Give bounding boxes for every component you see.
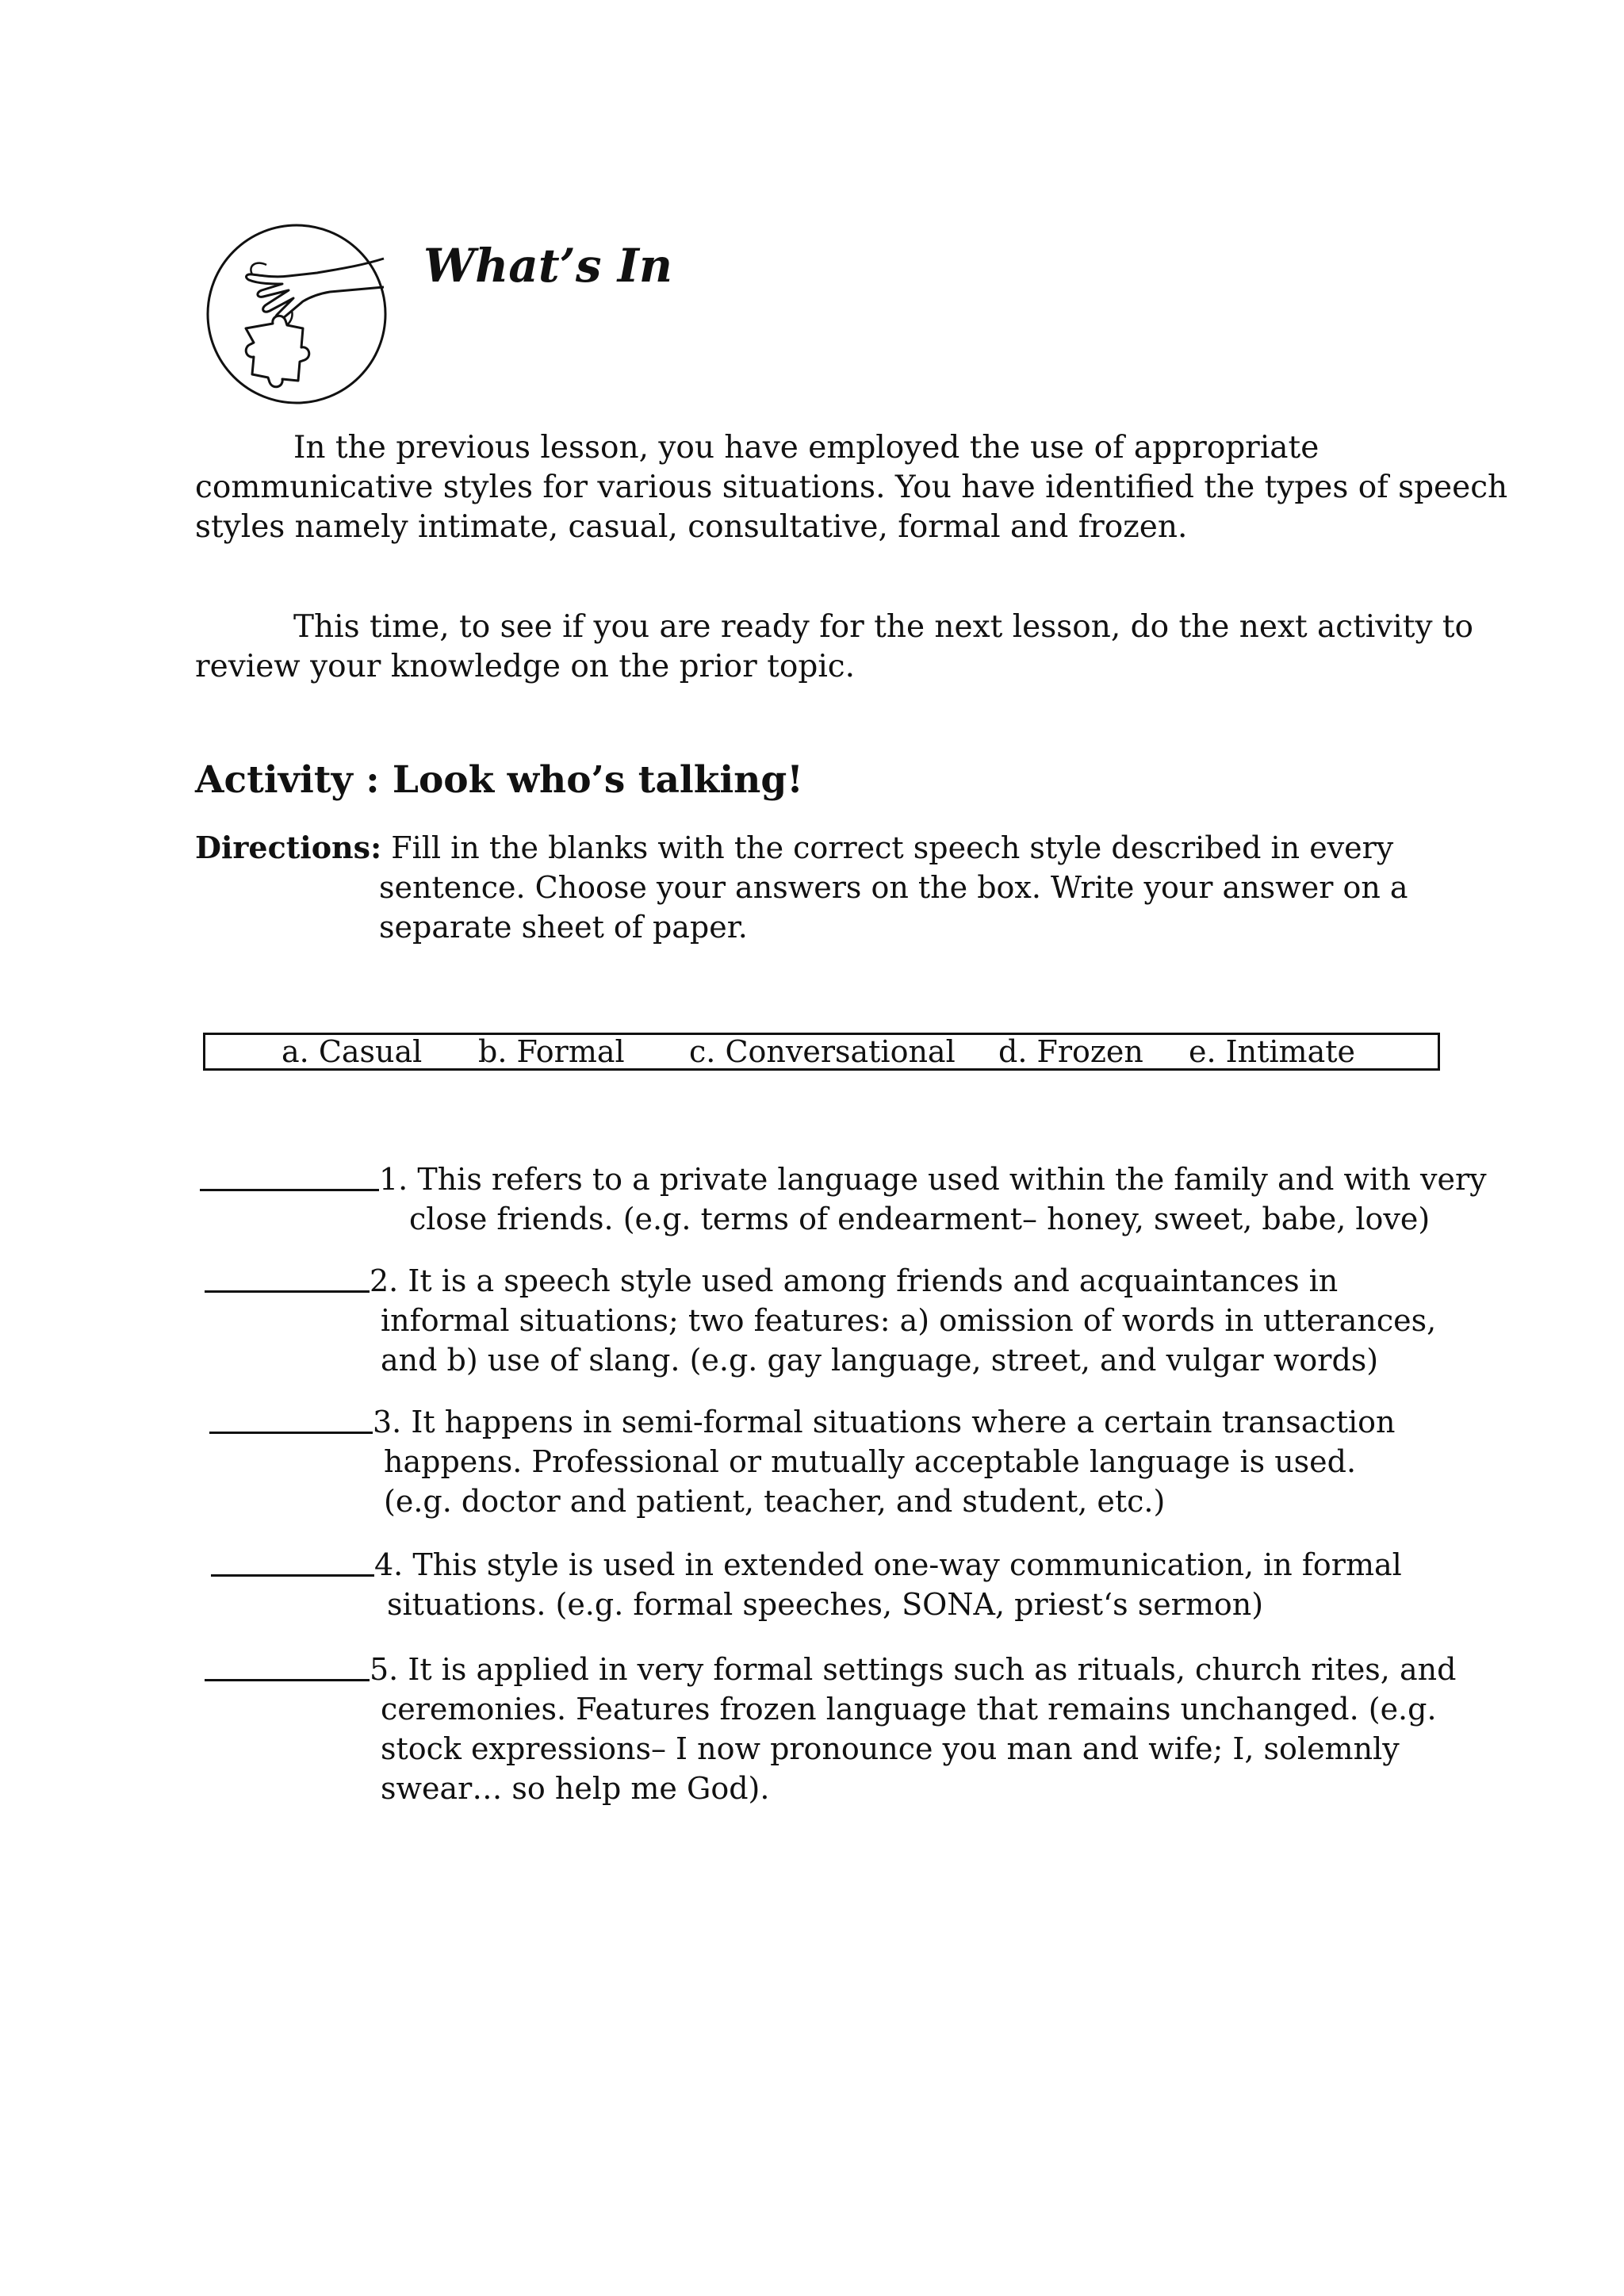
question-line: (e.g. doctor and patient, teacher, and student, etc.) xyxy=(384,1484,1166,1519)
directions-line: separate sheet of paper. xyxy=(379,910,748,945)
question-line: It happens in semi-formal situations where a certain transaction xyxy=(411,1405,1396,1439)
question-line: This refers to a private language used within the family and with very xyxy=(417,1162,1487,1197)
review-paragraph xyxy=(195,608,1474,687)
question-item xyxy=(195,1402,1440,1521)
answer-blank xyxy=(205,1263,370,1293)
question-number: 3. xyxy=(373,1405,402,1439)
intro-paragraph xyxy=(195,428,1508,547)
choice-intimate: e. Intimate xyxy=(1189,1034,1356,1069)
question-item xyxy=(195,1545,1440,1624)
page-title: What’s In xyxy=(423,239,673,293)
question-line: and b) use of slang. (e.g. gay language, street, and vulgar words) xyxy=(381,1343,1379,1378)
answer-blank xyxy=(205,1652,370,1681)
question-item xyxy=(195,1261,1440,1380)
question-number: 5. xyxy=(370,1652,399,1687)
choice-conversational: c. Conversational xyxy=(689,1034,956,1069)
review-line: This time, to see if you are ready for the next lesson, do the next activity to xyxy=(293,609,1474,645)
review-line: review your knowledge on the prior topic. xyxy=(195,649,856,684)
directions-line: sentence. Choose your answers on the box. Write your answer on a xyxy=(379,870,1408,905)
intro-line: communicative styles for various situations. You have identified the types of speech xyxy=(195,470,1508,505)
intro-line: styles namely intimate, casual, consultative, formal and frozen. xyxy=(195,509,1188,545)
question-line: happens. Professional or mutually acceptable language is used. xyxy=(384,1444,1357,1479)
question-line: ceremonies. Features frozen language that remains unchanged. (e.g. xyxy=(381,1692,1437,1727)
question-line: stock expressions– I now pronounce you man and wife; I, solemnly xyxy=(381,1731,1400,1766)
question-line: This style is used in extended one-way communication, in formal xyxy=(412,1547,1402,1582)
directions xyxy=(195,828,1432,947)
directions-label: Directions: xyxy=(195,830,382,865)
question-line: It is a speech style used among friends and acquaintances in xyxy=(408,1263,1339,1298)
question-number: 1. xyxy=(379,1162,408,1197)
question-number: 4. xyxy=(374,1547,404,1582)
answer-blank xyxy=(200,1162,379,1191)
hand-puzzle-icon xyxy=(200,217,393,411)
directions-line: Fill in the blanks with the correct speech style described in every xyxy=(391,830,1394,865)
answer-blank xyxy=(211,1547,374,1577)
choice-frozen: d. Frozen xyxy=(998,1034,1143,1069)
choice-casual: a. Casual xyxy=(282,1034,423,1069)
question-line: close friends. (e.g. terms of endearment– honey, sweet, babe, love) xyxy=(409,1202,1431,1236)
question-line: swear… so help me God). xyxy=(381,1771,770,1806)
question-line: situations. (e.g. formal speeches, SONA, priest‘s sermon) xyxy=(387,1587,1264,1622)
answer-choices-box xyxy=(203,1033,1440,1071)
intro-line: In the previous lesson, you have employed the use of appropriate xyxy=(293,430,1320,466)
question-item xyxy=(195,1650,1457,1808)
activity-heading: Activity : Look who’s talking! xyxy=(195,758,803,802)
choice-formal: b. Formal xyxy=(478,1034,625,1069)
question-number: 2. xyxy=(370,1263,399,1298)
question-line: It is applied in very formal settings such as rituals, church rites, and xyxy=(408,1652,1457,1687)
question-item xyxy=(195,1159,1487,1239)
answer-blank xyxy=(209,1405,373,1434)
question-line: informal situations; two features: a) omission of words in utterances, xyxy=(381,1303,1437,1338)
